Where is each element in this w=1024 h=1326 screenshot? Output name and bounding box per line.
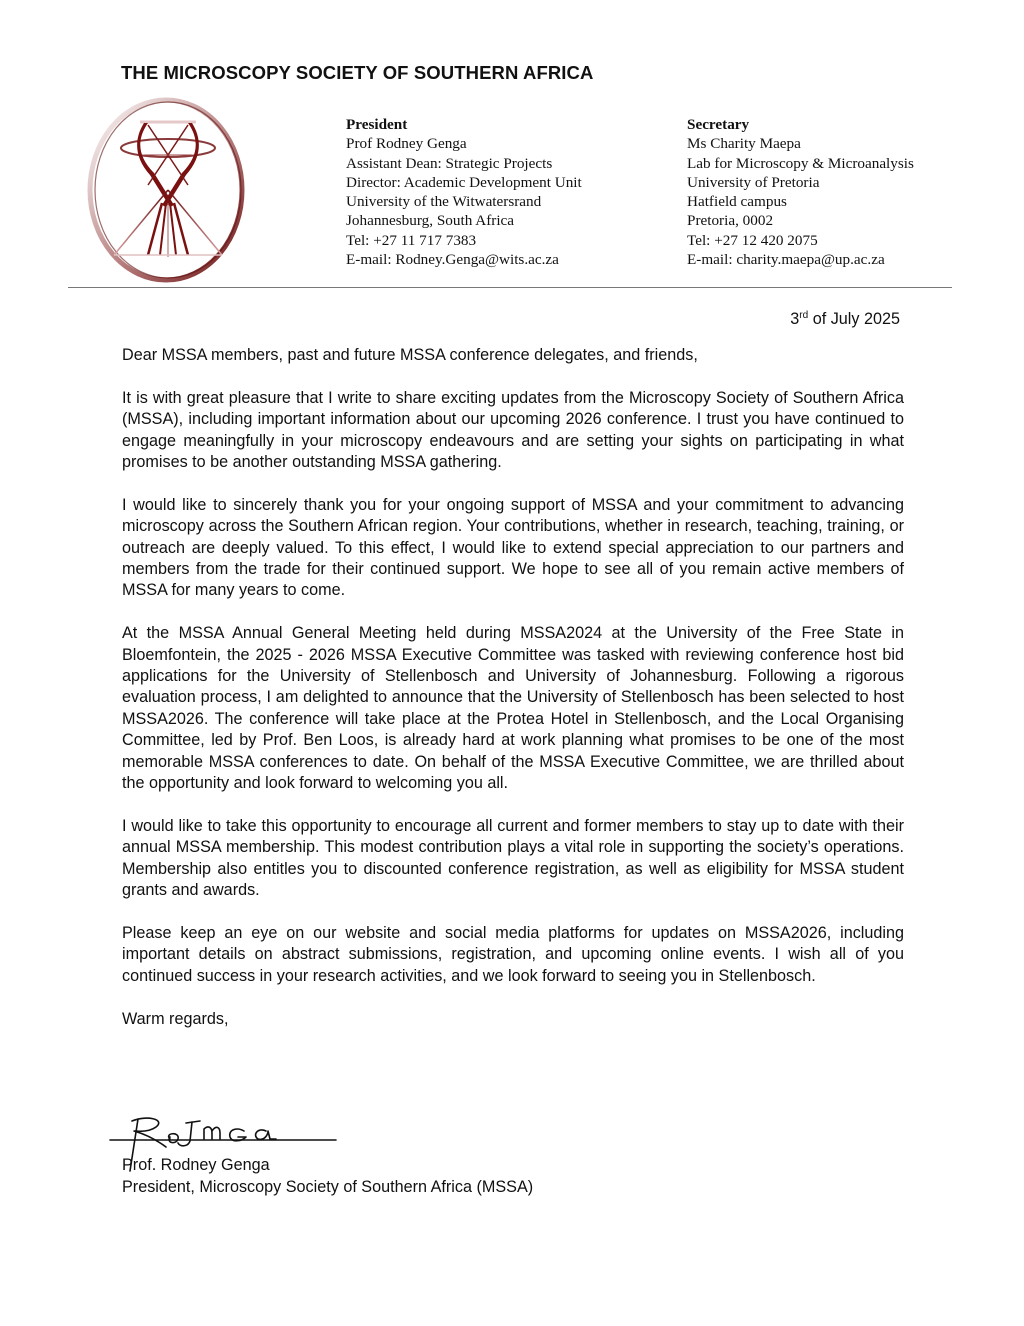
president-phone: Tel: +27 11 717 7383 [346,231,477,249]
date-suffix: rd [799,310,809,321]
secretary-location: Pretoria, 0002 [687,212,774,230]
signer-name: Prof. Rodney Genga [122,1156,270,1174]
president-name: Prof Rodney Genga [346,135,467,153]
secretary-role-label: Secretary [687,116,750,133]
president-location: Johannesburg, South Africa [346,212,515,230]
secretary-lab: Lab for Microscopy & Microanalysis [687,154,914,172]
secretary-email: E-mail: charity.maepa@up.ac.za [687,251,885,269]
president-contact-block [346,115,582,269]
closing: Warm regards, [122,1009,229,1028]
paragraph-host-announcement: At the MSSA Annual General Meeting held during MSSA2024 at the University of the Free State in Bloemfontein, the 2025 - 2026 MSSA Executive Committee was tasked with reviewing conference host bid applications for the University of Stellenbosch and University of Johannesburg. Following a rigorous evaluation process, I am delighted to announce that the University of Stellenbosch has been selected to host MSSA2026. The conference will take place at the Protea Hotel in Stellenbosch, and the Local Organising Committee, led by Prof. Ben Loos, is already hard at work planning what promises to be one of the most memorable MSSA conferences to date. On behalf of the MSSA Executive Committee, we are thrilled about the opportunity and look forward to welcoming you all. [122,624,904,793]
president-position-1: Assistant Dean: Strategic Projects [346,154,553,172]
salutation: Dear MSSA members, past and future MSSA conference delegates, and friends, [122,346,698,364]
secretary-name: Ms Charity Maepa [687,135,801,153]
president-position-2: Director: Academic Development Unit [346,173,582,191]
president-email: E-mail: Rodney.Genga@wits.ac.za [346,251,559,269]
secretary-institution: University of Pretoria [687,173,820,191]
president-role-label: President [346,116,408,133]
paragraph-updates: Please keep an eye on our website and social media platforms for updates on MSSA2026, including important details on abstract submissions, registration, and upcoming online events. I wish all of you continued success in your research activities, and we look forward to seeing you in Stellenbosch. [122,923,904,985]
signature-block [122,1154,533,1198]
president-institution: University of the Witwatersrand [346,193,542,211]
paragraph-thanks: I would like to sincerely thank you for your ongoing support of MSSA and your commitment to advancing microscopy across the Southern African region. Your contributions, whether in research, teaching, training, or outreach are deeply valued. To this effect, I would like to extend special appreciation to our partners and members from the trade for their continued support. We hope to see all of you remain active members of MSSA for many years to come. [122,495,904,600]
letterhead-divider [68,287,952,288]
letter-body [122,345,904,1051]
paragraph-intro: It is with great pleasure that I write to share exciting updates from the Microscopy Society of Southern Africa (MSSA), including important information about our upcoming 2026 conference. I trust you have continued to engage meaningfully in your microscopy endeavours and are setting your sights on participating in what promises to be another outstanding MSSA gathering. [122,388,904,472]
organization-title: THE MICROSCOPY SOCIETY OF SOUTHERN AFRICA [121,62,594,83]
secretary-phone: Tel: +27 12 420 2075 [687,231,818,249]
signer-title: President, Microscopy Society of Southern Africa (MSSA) [122,1178,534,1196]
secretary-campus: Hatfield campus [687,193,787,211]
mssa-logo-icon [84,95,254,285]
date-rest: of July 2025 [808,310,900,328]
date-day: 3 [790,310,800,328]
letter-date [790,310,900,329]
paragraph-membership: I would like to take this opportunity to encourage all current and former members to stay up to date with their annual MSSA membership. This modest contribution plays a vital role in supporting the society’s operations. Membership also entitles you to discounted conference registration, as well as eligibility for MSSA student grants and awards. [122,816,904,900]
secretary-contact-block [687,115,914,269]
